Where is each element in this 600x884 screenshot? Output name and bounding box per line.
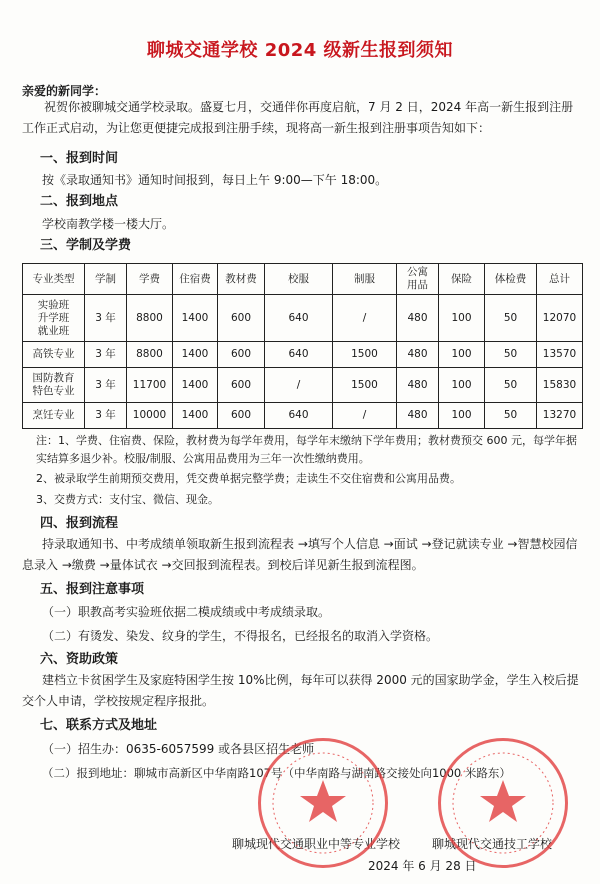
section-1-text: 按《录取通知书》通知时间报到，每日上午 9:00—下午 18:00。 [42, 173, 388, 187]
section-4-text: 持录取通知书、中考成绩单领取新生报到流程表 →填写个人信息 →面试 →登记就读专业 →智慧校园信息录入 →缴费 →量体试衣 →交回报到流程表。到校后详见新生报到流程图。 [22, 537, 578, 572]
greeting: 亲爱的新同学： [22, 84, 107, 98]
table-cell: 3 年 [85, 295, 127, 342]
fee-note-3: 3、交费方式：支付宝、微信、现金。 [36, 493, 219, 506]
table-cell: 50 [485, 403, 537, 429]
fee-note-1: 注：1、学费、住宿费、保险，教材费为每学年费用，每学年末缴纳下学年费用；教材费预交 600 元，每学年据实结算多退少补。校服/制服、公寓用品费用为三年一次性缴纳费用。 [36, 434, 577, 465]
table-cell: 100 [439, 368, 485, 403]
col-header-duration: 学制 [85, 264, 127, 295]
table-cell: 480 [397, 295, 439, 342]
table-cell: 8800 [127, 342, 173, 368]
section-5-item-1: （一）职教高考实验班依据二模成绩或中考成绩录取。 [42, 605, 331, 619]
table-cell: 15830 [537, 368, 583, 403]
table-cell: 10000 [127, 403, 173, 429]
table-cell: 100 [439, 403, 485, 429]
table-cell: 3 年 [85, 368, 127, 403]
col-header-tuition: 学费 [127, 264, 173, 295]
table-row [23, 342, 583, 368]
table-cell: 国防教育 特色专业 [23, 368, 85, 403]
table-cell: 640 [265, 342, 333, 368]
fee-note-2: 2、被录取学生前期预交费用，凭交费单据完整学费；走读生不交住宿费和公寓用品费。 [36, 472, 461, 485]
contact-phone: （一）招生办：0635-6057599 或各县区招生老师 [42, 742, 315, 756]
table-cell: 8800 [127, 295, 173, 342]
table-cell: 640 [265, 295, 333, 342]
table-cell: 600 [218, 368, 265, 403]
col-header-insurance: 保险 [439, 264, 485, 295]
table-cell: / [265, 368, 333, 403]
section-6-heading: 六、资助政策 [40, 652, 119, 667]
page-title: 聊城交通学校 2024 级新生报到须知 [146, 40, 454, 61]
contact-address: （二）报到地址：聊城市高新区中华南路107号（中华南路与湖南路交接处向1000 米路东） [42, 766, 511, 780]
intro-paragraph: 祝贺你被聊城交通学校录取。盛夏七月，交通伴你再度启航，7 月 2 日，2024 年高一新生报到注册工作正式启动，为让您更便捷完成报到注册手续，现将高一新生报到注册事项告知如下： [22, 100, 574, 135]
table-cell: 600 [218, 295, 265, 342]
table-cell: 12070 [537, 295, 583, 342]
table-cell: 100 [439, 342, 485, 368]
table-cell: 1400 [173, 342, 218, 368]
table-cell: 1500 [333, 368, 397, 403]
table-row [23, 295, 583, 342]
col-header-textbook-fee: 教材费 [218, 264, 265, 295]
table-cell: 480 [397, 342, 439, 368]
table-cell: 600 [218, 403, 265, 429]
section-5-item-2: （二）有烫发、染发、纹身的学生，不得报名，已经报名的取消入学资格。 [42, 629, 439, 643]
col-header-dorm-fee: 住宿费 [173, 264, 218, 295]
table-cell: 1500 [333, 342, 397, 368]
table-row [23, 368, 583, 403]
col-header-dorm-supplies: 公寓 用品 [397, 264, 439, 295]
signature-school-1: 聊城现代交通职业中等专业学校 [232, 837, 401, 851]
table-cell: 13570 [537, 342, 583, 368]
table-cell: 1400 [173, 403, 218, 429]
signature-date: 2024 年 6 月 28 日 [368, 859, 477, 873]
table-cell: 600 [218, 342, 265, 368]
table-cell: 1400 [173, 295, 218, 342]
table-cell: 50 [485, 342, 537, 368]
table-cell: 480 [397, 403, 439, 429]
table-cell: 11700 [127, 368, 173, 403]
fee-table-header-row [23, 264, 583, 295]
fee-table [22, 263, 583, 429]
section-2-text: 学校南教学楼一楼大厅。 [42, 217, 175, 231]
table-cell: 1400 [173, 368, 218, 403]
table-cell: 480 [397, 368, 439, 403]
table-cell: 3 年 [85, 403, 127, 429]
official-seal-right [438, 738, 568, 868]
table-cell: 13270 [537, 403, 583, 429]
section-3-heading: 三、学制及学费 [40, 238, 132, 253]
table-cell: 50 [485, 368, 537, 403]
table-cell: 高铁专业 [23, 342, 85, 368]
seal-star-icon [258, 738, 388, 868]
table-cell: / [333, 295, 397, 342]
col-header-total: 总计 [537, 264, 583, 295]
table-cell: 640 [265, 403, 333, 429]
table-cell: 烹饪专业 [23, 403, 85, 429]
table-cell: 实验班 升学班 就业班 [23, 295, 85, 342]
col-header-formal-uniform: 制服 [333, 264, 397, 295]
col-header-physical-exam: 体检费 [485, 264, 537, 295]
col-header-major-type: 专业类型 [23, 264, 85, 295]
col-header-school-uniform: 校服 [265, 264, 333, 295]
section-5-heading: 五、报到注意事项 [40, 582, 145, 597]
section-2-heading: 二、报到地点 [40, 194, 119, 209]
section-7-heading: 七、联系方式及地址 [40, 718, 158, 733]
official-seal-left [258, 738, 388, 868]
signature-school-2: 聊城现代交通技工学校 [432, 837, 553, 851]
table-cell: 50 [485, 295, 537, 342]
table-row [23, 403, 583, 429]
table-cell: / [333, 403, 397, 429]
section-6-text: 建档立卡贫困学生及家庭特困学生按 10%比例，每年可以获得 2000 元的国家助学金，学生入校后提交个人申请，学校按规定程序报批。 [22, 673, 579, 708]
table-cell: 3 年 [85, 342, 127, 368]
section-1-heading: 一、报到时间 [40, 151, 119, 166]
section-4-heading: 四、报到流程 [40, 516, 119, 531]
seal-star-icon [438, 738, 568, 868]
table-cell: 100 [439, 295, 485, 342]
